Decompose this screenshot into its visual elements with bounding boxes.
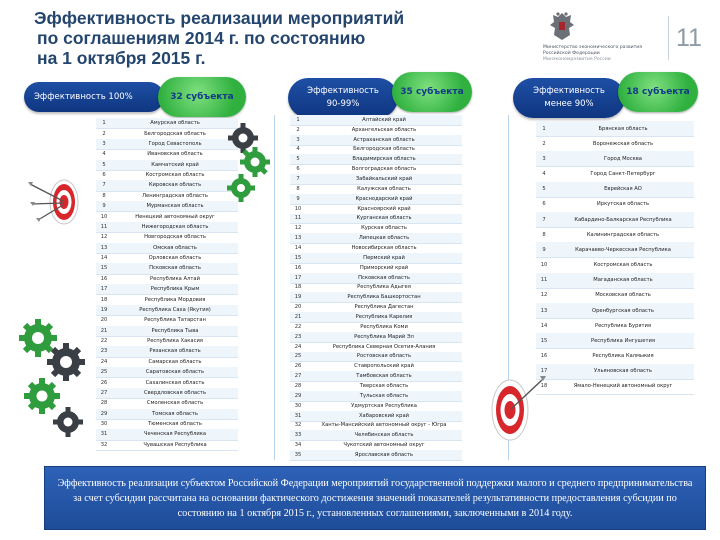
- list-item: [536, 288, 694, 304]
- list-item-name: Новгородская область: [144, 234, 206, 241]
- list-item-number: 6: [296, 166, 300, 173]
- list-item-name: Республика Крым: [150, 286, 200, 293]
- list-item-name: Амурская область: [150, 120, 200, 127]
- list-item-number: 5: [102, 161, 106, 168]
- list-item-number: 13: [100, 244, 108, 251]
- list-item-number: 5: [542, 186, 546, 193]
- list-item-number: 11: [100, 223, 108, 230]
- list-item-number: 19: [100, 306, 108, 313]
- list-item-name: Город Санкт-Петербург: [590, 171, 656, 178]
- list-item: [536, 364, 694, 380]
- ministry-name-line-1: Министерство экономического развития: [543, 45, 643, 50]
- list-item-name: Курганская область: [356, 215, 412, 222]
- list-item-name: Республика Дагестан: [354, 304, 414, 311]
- list-item-number: 1: [296, 116, 300, 123]
- list-item-name: Рязанская область: [149, 348, 201, 355]
- list-item-name: Кировская область: [148, 182, 202, 189]
- list-item-number: 11: [540, 277, 548, 284]
- list-item-number: 15: [540, 337, 548, 344]
- list-item-name: Омская область: [153, 244, 197, 251]
- coat-of-arms-icon: [547, 10, 577, 44]
- column-separator-left: [274, 115, 275, 460]
- list-item-number: 14: [100, 255, 108, 262]
- list-item-name: Ростовская область: [356, 353, 412, 360]
- list-efficiency-below-90: [536, 121, 694, 394]
- list-item-name: Город Севастополь: [148, 140, 202, 147]
- list-item-name: Смоленская область: [146, 400, 204, 407]
- list-item-number: 26: [294, 363, 302, 370]
- list-item-number: 33: [294, 432, 302, 439]
- list-item: [536, 167, 694, 183]
- list-item-number: 4: [296, 146, 300, 153]
- group-low-label: [513, 78, 625, 118]
- group-100-count-badge: [158, 77, 246, 117]
- list-item-number: 3: [296, 136, 300, 143]
- list-efficiency-100: [96, 118, 238, 450]
- list-item-number: 10: [540, 262, 548, 269]
- list-item: [536, 136, 694, 152]
- list-item: [536, 318, 694, 334]
- list-item-name: Приморский край: [359, 264, 409, 271]
- list-item-name: Республика Карелия: [355, 314, 413, 321]
- list-item-name: Самарская область: [148, 358, 202, 365]
- list-item-number: 1: [102, 120, 106, 127]
- list-item-name: Магаданская область: [593, 277, 653, 284]
- list-item-name: Новосибирская область: [351, 245, 417, 252]
- list-item-number: 13: [294, 235, 302, 242]
- list-efficiency-90-99: [290, 115, 462, 460]
- list-item-number: 28: [294, 383, 302, 390]
- list-item-number: 2: [542, 140, 546, 147]
- list-item-number: 34: [294, 442, 302, 449]
- list-item-name: Республика Северная Осетия-Алания: [332, 343, 436, 350]
- list-item-name: Хабаровский край: [359, 412, 409, 419]
- list-item-number: 22: [100, 338, 108, 345]
- list-item-number: 29: [294, 392, 302, 399]
- list-item-number: 2: [296, 126, 300, 133]
- list-item-number: 9: [542, 246, 546, 253]
- list-item-name: Чукотский автономный округ: [343, 442, 425, 449]
- list-item-name: Чувашская Республика: [143, 441, 207, 448]
- list-item-number: 35: [294, 452, 302, 459]
- list-item: [536, 242, 694, 258]
- list-item-name: Иркутская область: [596, 201, 650, 208]
- list-item: [536, 303, 694, 319]
- list-item-number: 19: [294, 294, 302, 301]
- list-item-number: 9: [296, 195, 300, 202]
- list-item-number: 16: [294, 264, 302, 271]
- list-item-name: Оренбургская область: [592, 307, 654, 314]
- list-item-name: Алтайский край: [362, 116, 406, 123]
- group-low-label-line-2: менее 90%: [544, 99, 594, 109]
- page-number: 11: [676, 24, 702, 52]
- list-item: [536, 258, 694, 274]
- list-item-number: 18: [294, 284, 302, 291]
- list-item-name: Республика Мордовия: [144, 296, 206, 303]
- list-item-number: 10: [294, 205, 302, 212]
- group-low-label-line-1: Эффективность: [533, 86, 605, 96]
- list-item-name: Республика Тыва: [151, 327, 199, 334]
- list-item-number: 12: [540, 292, 548, 299]
- list-item-name: Волгоградская область: [351, 166, 417, 173]
- list-item-number: 29: [100, 410, 108, 417]
- group-100-label: [24, 82, 164, 112]
- list-item-number: 16: [540, 353, 548, 360]
- list-item-name: Псковская область: [358, 274, 410, 281]
- list-item-number: 2: [102, 130, 106, 137]
- list-item-name: Республика Алтай: [150, 275, 200, 282]
- list-item-name: Костромская область: [593, 262, 653, 269]
- title-line-3: на 1 октября 2015 г.: [37, 48, 206, 68]
- gears-icon: [18, 318, 90, 438]
- list-item-number: 28: [100, 400, 108, 407]
- list-item-name: Еврейская АО: [604, 186, 642, 193]
- list-item-name: Владимирская область: [352, 156, 416, 163]
- list-item-number: 20: [294, 304, 302, 311]
- list-item-number: 32: [294, 422, 302, 429]
- list-item-name: Калужская область: [357, 185, 411, 192]
- list-item-number: 14: [294, 245, 302, 252]
- list-item-name: Брянская область: [598, 125, 648, 132]
- group-low-count: 18 субъекта: [626, 87, 690, 97]
- group-90-count-badge: [392, 72, 472, 112]
- footer-note-text: Эффективность реализации субъектом Российской Федерации мероприятий государственной поддержки малого и среднего предпринимательства за счет субсидии рассчитана на основании фактического достижения значений показателей результативности предоставления субсидии по состоянию на 1 октября 2015 г., установленных соглашениями, заключенными в 2014 году.: [57, 477, 693, 519]
- list-item-name: Орловская область: [148, 255, 202, 262]
- list-item-number: 21: [100, 327, 108, 334]
- list-item-number: 17: [294, 274, 302, 281]
- list-item-number: 27: [294, 373, 302, 380]
- ministry-name-line-2: Российской Федерации: [543, 51, 600, 56]
- list-item: [536, 349, 694, 365]
- list-item-number: 3: [102, 140, 106, 147]
- list-item-number: 31: [100, 431, 108, 438]
- group-low-count-badge: [618, 72, 698, 112]
- list-item-name: Камчатский край: [151, 161, 199, 168]
- list-item-name: Республика Башкортостан: [347, 294, 421, 301]
- list-item-number: 23: [100, 348, 108, 355]
- list-item-number: 25: [100, 369, 108, 376]
- list-item-number: 8: [542, 231, 546, 238]
- list-item-name: Карачаево-Черкесская Республика: [575, 246, 671, 253]
- list-item-name: Ивановская область: [147, 151, 203, 158]
- list-item-number: 18: [540, 383, 548, 390]
- list-item: [536, 197, 694, 213]
- list-item: [290, 450, 462, 461]
- group-100-label-text: Эффективность 100%: [34, 91, 133, 102]
- list-item-number: 24: [100, 358, 108, 365]
- list-item-name: Ульяновская область: [593, 368, 652, 375]
- list-item-name: Забайкальский край: [355, 176, 413, 183]
- list-item-name: Белгородская область: [144, 130, 206, 137]
- group-90-label-line-2: 90-99%: [326, 99, 360, 109]
- list-item-number: 32: [100, 441, 108, 448]
- list-item-name: Ямало-Ненецкий автономный округ: [573, 383, 673, 390]
- list-item-name: Республика Бурятия: [594, 322, 652, 329]
- list-item: [536, 212, 694, 228]
- list-item-name: Тамбовская область: [356, 373, 412, 380]
- list-item-name: Воронежская область: [592, 140, 654, 147]
- list-item-number: 6: [102, 172, 106, 179]
- list-item-number: 10: [100, 213, 108, 220]
- list-item-number: 12: [100, 234, 108, 241]
- list-item-number: 17: [100, 286, 108, 293]
- list-item-name: Республика Ингушетия: [590, 337, 655, 344]
- list-item-name: Архангельская область: [351, 126, 417, 133]
- list-item-number: 24: [294, 343, 302, 350]
- title-line-1: Эффективность реализации мероприятий: [34, 8, 405, 28]
- list-item-name: Пермский край: [363, 254, 405, 261]
- list-item-number: 31: [294, 412, 302, 419]
- list-item-name: Ленинградская область: [142, 192, 208, 199]
- list-item: [536, 273, 694, 289]
- list-item-number: 14: [540, 322, 548, 329]
- list-item-name: Тверская область: [359, 383, 409, 390]
- list-item-name: Томская область: [152, 410, 198, 417]
- list-item-name: Республика Татарстан: [144, 317, 206, 324]
- list-item-number: 16: [100, 275, 108, 282]
- list-item-name: Город Москва: [604, 155, 642, 162]
- list-item-number: 7: [102, 182, 106, 189]
- title-line-2: по соглашениям 2014 г. по состоянию: [37, 28, 366, 48]
- list-item-name: Республика Марий Эл: [354, 333, 414, 340]
- list-item-name: Астраханская область: [353, 136, 415, 143]
- list-item: [536, 379, 694, 395]
- group-90-label: [288, 78, 398, 118]
- list-item: [536, 182, 694, 198]
- list-item: [536, 121, 694, 137]
- page-title: [34, 8, 464, 68]
- list-item-number: 30: [100, 421, 108, 428]
- list-item-number: 3: [542, 155, 546, 162]
- list-item-name: Чеченская Республика: [143, 431, 207, 438]
- list-item-name: Ханты-Мансийский автономный округ - Югра: [321, 422, 447, 429]
- list-item-name: Сахалинская область: [145, 379, 205, 386]
- list-item-number: 11: [294, 215, 302, 222]
- list-item-number: 6: [542, 201, 546, 208]
- list-item-number: 8: [296, 185, 300, 192]
- list-item-number: 23: [294, 333, 302, 340]
- group-100-count: 32 субъекта: [170, 92, 234, 102]
- list-item-name: Тульская область: [359, 392, 409, 399]
- group-90-label-line-1: Эффективность: [307, 86, 379, 96]
- list-item-number: 17: [540, 368, 548, 375]
- footer-note: [44, 466, 706, 530]
- list-item-number: 30: [294, 402, 302, 409]
- list-item-name: Нижегородская область: [141, 223, 209, 230]
- list-item: [536, 151, 694, 167]
- list-item-name: Мурманская область: [146, 203, 204, 210]
- list-item-name: Республика Калмыкия: [592, 353, 654, 360]
- list-item-number: 7: [542, 216, 546, 223]
- list-item-name: Свердловская область: [143, 389, 207, 396]
- list-item-number: 18: [100, 296, 108, 303]
- list-item-name: Республика Саха (Якутия): [139, 306, 211, 313]
- list-item-name: Удмуртская Республика: [351, 402, 417, 409]
- group-90-count: 35 субъекта: [400, 87, 464, 97]
- list-item-number: 27: [100, 389, 108, 396]
- list-item-number: 21: [294, 314, 302, 321]
- list-item-number: 12: [294, 225, 302, 232]
- list-item-number: 4: [102, 151, 106, 158]
- list-item-name: Липецкая область: [358, 235, 410, 242]
- list-item-number: 22: [294, 323, 302, 330]
- list-item-number: 8: [102, 192, 106, 199]
- list-item-name: Красноярский край: [357, 205, 411, 212]
- list-item: [96, 440, 238, 451]
- list-item-name: Республика Коми: [360, 323, 408, 330]
- list-item-number: 13: [540, 307, 548, 314]
- list-item-name: Белгородская область: [353, 146, 415, 153]
- list-item-name: Костромская область: [145, 172, 205, 179]
- list-item-number: 4: [542, 171, 546, 178]
- list-item-name: Краснодарский край: [355, 195, 413, 202]
- list-item-name: Ненецкий автономный округ: [135, 213, 215, 220]
- list-item-number: 5: [296, 156, 300, 163]
- list-item-number: 9: [102, 203, 106, 210]
- list-item-number: 15: [100, 265, 108, 272]
- list-item-name: Челябинская область: [354, 432, 414, 439]
- gears-icon-small: [225, 120, 273, 210]
- list-item-number: 26: [100, 379, 108, 386]
- list-item-name: Псковская область: [149, 265, 201, 272]
- list-item-name: Московская область: [595, 292, 651, 299]
- target-icon: [478, 370, 548, 450]
- list-item-name: Ставропольский край: [354, 363, 414, 370]
- list-item-number: 25: [294, 353, 302, 360]
- list-item-name: Кабардино-Балкарская Республика: [574, 216, 672, 223]
- list-item-name: Курская область: [361, 225, 407, 232]
- list-item-number: 20: [100, 317, 108, 324]
- list-item-name: Тюменская область: [148, 421, 202, 428]
- list-item-name: Ярославская область: [354, 452, 414, 459]
- ministry-name-line-3: Минэкономразвития России: [543, 57, 611, 62]
- list-item-name: Калининградская область: [586, 231, 660, 238]
- list-item-number: 1: [542, 125, 546, 132]
- list-item-name: Саратовская область: [145, 369, 205, 376]
- list-item-number: 7: [296, 176, 300, 183]
- list-item-name: Республика Адыгея: [357, 284, 411, 291]
- list-item: [536, 227, 694, 243]
- list-item-name: Республика Хакасия: [147, 338, 203, 345]
- list-item: [536, 333, 694, 349]
- target-arrows-icon: [24, 170, 88, 234]
- list-item-number: 15: [294, 254, 302, 261]
